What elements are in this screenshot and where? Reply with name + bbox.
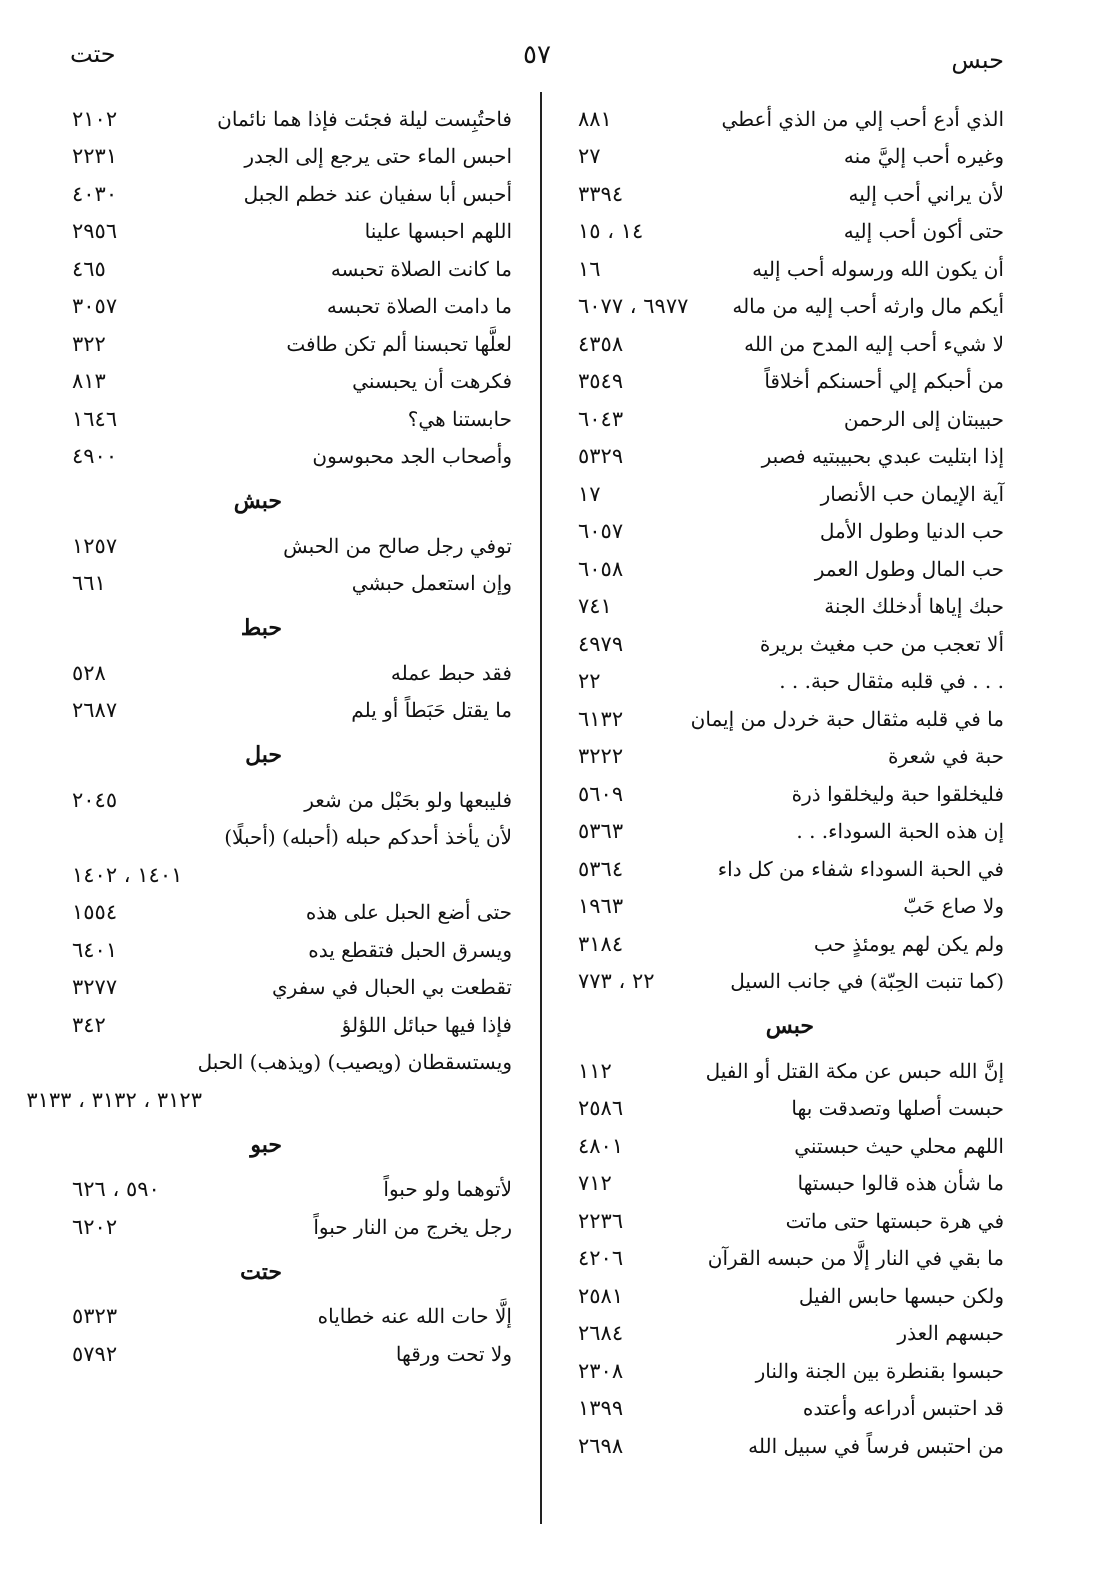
entry-reference: ٣٢٢٢ (578, 744, 624, 769)
entry-reference: ٣٢٧٧ (72, 975, 118, 1000)
index-entry (574, 1390, 1004, 1428)
index-entry (68, 1298, 512, 1336)
entry-text: لأتوهما ولو حبواً (383, 1177, 512, 1202)
index-entry (574, 363, 1004, 401)
entry-text: حبك إياها أدخلك الجنة (824, 594, 1004, 619)
index-entry (574, 175, 1004, 213)
entry-reference: ٤٠٣٠ (72, 181, 118, 206)
entry-reference: ٦٦١ (72, 571, 106, 596)
index-entry (574, 213, 1004, 251)
entry-reference: ٢٦٨٧ (72, 698, 118, 723)
entry-text: إذا ابتليت عبدي بحبيبتيه فصبر (761, 444, 1004, 469)
index-entry (68, 213, 512, 251)
entry-reference: ٥٣٦٤ (578, 856, 624, 881)
entry-reference: ٦٠٤٣ (578, 406, 624, 431)
index-entry (68, 781, 512, 819)
entry-reference: ٢٦٩٨ (578, 1433, 624, 1458)
root-heading: حبل (245, 742, 282, 768)
entry-text: حتى أضع الحبل على هذه (305, 900, 512, 925)
index-entry (68, 175, 512, 213)
entry-reference: ٣٠٥٧ (72, 294, 118, 319)
index-entry (68, 288, 512, 326)
entry-reference: ٢٠٤٥ (72, 787, 118, 812)
entry-text: من أحبكم إلي أحسنكم أخلاقاً (764, 369, 1004, 394)
entry-reference: ٥٢٨ (72, 660, 106, 685)
index-entry (574, 1352, 1004, 1390)
entry-reference: ٤٩٧٩ (578, 631, 624, 656)
entry-reference: ٦٠٥٧ (578, 519, 624, 544)
entry-reference: ٣٢٢ (72, 331, 106, 356)
entry-reference: ١١٢ (578, 1058, 612, 1083)
index-entry (574, 625, 1004, 663)
entry-text: أحبس أبا سفيان عند خطم الجبل (243, 181, 512, 206)
index-entry (574, 438, 1004, 476)
entry-text: لا شيء أحب إليه المدح من الله (744, 331, 1004, 356)
entry-reference: ٢٢ (578, 669, 601, 694)
entry-text: فليخلقوا حبة وليخلقوا ذرة (791, 781, 1004, 806)
entry-text: فاحتُبِست ليلة فجئت فإذا هما نائمان (217, 106, 512, 131)
entry-text: فكرهت أن يحبسني (352, 369, 512, 394)
index-entry (574, 925, 1004, 963)
entry-reference: ٢٢٣٦ (578, 1208, 624, 1233)
page-header (70, 32, 1004, 78)
index-entry (68, 1208, 512, 1246)
index-entry (574, 1202, 1004, 1240)
index-entry (574, 850, 1004, 888)
index-entry (574, 888, 1004, 926)
entry-reference: ٥٣٢٩ (578, 444, 624, 469)
index-entry (574, 663, 1004, 701)
entry-text: حبست أصلها وتصدقت بها (791, 1096, 1004, 1121)
index-entry (574, 1315, 1004, 1353)
entry-reference: ١٥٥٤ (72, 900, 118, 925)
entry-text: حبة في شعرة (888, 744, 1004, 769)
index-entry (68, 692, 512, 730)
entry-reference: ٢٢٣١ (72, 144, 118, 169)
entry-reference: ٤٢٠٦ (578, 1246, 624, 1271)
entry-text: اللهم محلي حيث حبستني (794, 1133, 1004, 1158)
entry-reference: ٤٣٥٨ (578, 331, 624, 356)
entry-reference: ٢٦٨٤ (578, 1321, 624, 1346)
entry-reference: ١٢٥٧ (72, 533, 118, 558)
entry-reference: ٥٧٩٢ (72, 1341, 118, 1366)
index-entry (574, 475, 1004, 513)
index-entry (68, 565, 512, 603)
entry-reference: ٣٣٩٤ (578, 181, 624, 206)
entry-text: لأن يأخذ أحدكم حبله (أحبله) (أحبلًا) (224, 825, 512, 850)
index-entry (574, 513, 1004, 551)
root-heading: حبو (250, 1131, 282, 1158)
entry-text: حابستنا هي؟ (407, 406, 512, 431)
column-divider (540, 92, 542, 1524)
entry-text: الذي أدع أحب إلي من الذي أعطي (721, 106, 1004, 131)
index-entry (574, 550, 1004, 588)
entry-text: فليبعها ولو بحَبْل من شعر (304, 787, 512, 812)
index-entry (68, 819, 512, 857)
entry-reference: ٥٦٠٩ (578, 781, 624, 806)
index-entry (574, 1090, 1004, 1128)
entry-reference: ٦٠٥٨ (578, 556, 624, 581)
entry-text: وأصحاب الجد محبوسون (312, 444, 512, 469)
entry-text: إنَّ الله حبس عن مكة القتل أو الفيل (705, 1058, 1004, 1083)
entry-text: ولم يكن لهم يومئذٍ حب (813, 931, 1004, 956)
entry-text: إن هذه الحبة السوداء. . . (796, 819, 1004, 844)
entry-reference: ٧١٢ (578, 1171, 612, 1196)
entry-text: ما يقتل حَبَطاً أو يلم (351, 698, 512, 723)
entry-text: في هرة حبستها حتى ماتت (785, 1208, 1004, 1233)
entry-reference: ٨٨١ (578, 106, 612, 131)
entry-reference: ١٦٤٦ (72, 406, 118, 431)
entry-reference: ٦٤٠١ (72, 937, 118, 962)
index-entry (574, 1427, 1004, 1465)
entry-text: ولا تحت ورقها (395, 1341, 512, 1366)
index-entry (68, 969, 512, 1007)
entry-reference: ١٩٦٣ (578, 894, 624, 919)
index-entry (68, 438, 512, 476)
entry-reference: ١٣٩٩ (578, 1396, 624, 1421)
entry-reference: ٥٣٦٣ (578, 819, 624, 844)
index-entry (574, 325, 1004, 363)
index-entry (574, 250, 1004, 288)
index-column-right (574, 100, 1004, 1465)
entry-text: توفي رجل صالح من الحبش (283, 533, 512, 558)
entry-text: اللهم احبسها علينا (364, 219, 512, 244)
entry-reference: ٤٨٠١ (578, 1133, 624, 1158)
entry-text: فإذا فيها حبائل اللؤلؤ (341, 1012, 512, 1037)
entry-reference: ٣١٨٤ (578, 931, 624, 956)
root-heading: حبش (233, 488, 282, 514)
entry-text: من احتبس فرساً في سبيل الله (748, 1433, 1004, 1458)
entry-reference: ٢٥٨١ (578, 1283, 624, 1308)
entry-reference: ٦١٣٢ (578, 706, 624, 731)
entry-text: حتى أكون أحب إليه (843, 219, 1004, 244)
index-entry (68, 100, 512, 138)
index-entry (68, 527, 512, 565)
index-entry (574, 700, 1004, 738)
entry-reference: ٤٦٥ (72, 256, 106, 281)
entry-text: ويستسقطان (ويصيب) (ويذهب) الحبل (197, 1050, 512, 1075)
index-entry (574, 100, 1004, 138)
entry-text: ما دامت الصلاة تحبسه (326, 294, 512, 319)
index-entry (68, 654, 512, 692)
entry-reference: ١٤ ، ١٥ (578, 219, 644, 244)
entry-text: تقطعت بي الحبال في سفري (271, 975, 512, 1000)
entry-reference: ١٧ (578, 481, 601, 506)
entry-reference: ٤٩٠٠ (72, 444, 118, 469)
entry-reference: ١٦ (578, 256, 601, 281)
entry-reference: ٣١٢٣ ، ٣١٣٢ ، ٣١٣٣ (26, 1087, 202, 1112)
entry-text: وإن استعمل حبشي (351, 571, 512, 596)
entry-text: لأن يراني أحب إليه (848, 181, 1004, 206)
entry-text: حبسهم العذر (897, 1321, 1004, 1346)
entry-text: قد احتبس أدراعه وأعتده (802, 1396, 1004, 1421)
entry-text: . . . في قلبه مثقال حبة. . . (779, 669, 1004, 694)
entry-text: أيكم مال وارثه أحب إليه من ماله (732, 294, 1004, 319)
page-number: ٥٧ (523, 40, 551, 70)
entry-reference: ٨١٣ (72, 369, 106, 394)
entry-text: في الحبة السوداء شفاء من كل داء (717, 856, 1004, 881)
entry-text: حبيبتان إلى الرحمن (843, 406, 1004, 431)
entry-reference: ٥٩٠ ، ٦٢٦ (72, 1177, 160, 1202)
entry-text: (كما تنبت الحِبّة) في جانب السيل (730, 969, 1004, 994)
index-entry (574, 138, 1004, 176)
index-entry (68, 856, 512, 894)
entry-text: ما كانت الصلاة تحبسه (330, 256, 512, 281)
entry-text: ما في قلبه مثقال حبة خردل من إيمان (690, 706, 1004, 731)
entry-reference: ٢٧ (578, 144, 601, 169)
running-head-left: حتت (70, 40, 116, 68)
entry-text: حب المال وطول العمر (814, 556, 1004, 581)
entry-reference: ٣٥٤٩ (578, 369, 624, 394)
entry-text: ويسرق الحبل فتقطع يده (308, 937, 512, 962)
index-entry (574, 1127, 1004, 1165)
index-entry (68, 138, 512, 176)
index-entry (68, 1171, 512, 1209)
index-entry (574, 1240, 1004, 1278)
entry-reference: ٦٢٠٢ (72, 1214, 118, 1239)
entry-text: حبسوا بقنطرة بين الجنة والنار (755, 1358, 1004, 1383)
entry-text: ولا صاع حَبّ (903, 894, 1004, 919)
index-entry (574, 738, 1004, 776)
entry-reference: ٣٤٢ (72, 1012, 106, 1037)
entry-reference: ٢١٠٢ (72, 106, 118, 131)
index-entry (68, 400, 512, 438)
root-heading: حبط (240, 615, 282, 641)
root-heading: حبس (765, 1013, 814, 1039)
index-entry (68, 1006, 512, 1044)
index-entry (68, 1335, 512, 1373)
entry-text: أن يكون الله ورسوله أحب إليه (752, 256, 1004, 281)
entry-text: احبس الماء حتى يرجع إلى الجدر (244, 144, 512, 169)
index-entry (574, 963, 1004, 1001)
entry-text: ما شأن هذه قالوا حبستها (797, 1171, 1004, 1196)
entry-text: فقد حبط عمله (390, 660, 512, 685)
entry-reference: ٢٥٨٦ (578, 1096, 624, 1121)
entry-text: إلَّا حات الله عنه خطاياه (317, 1304, 512, 1329)
entry-text: رجل يخرج من النار حبواً (313, 1214, 512, 1239)
entry-reference: ٢٢ ، ٧٧٣ (578, 969, 655, 994)
index-entry (574, 813, 1004, 851)
index-entry (574, 588, 1004, 626)
entry-text: ما بقي في النار إلَّا من حبسه القرآن (707, 1246, 1004, 1271)
index-entry (68, 363, 512, 401)
entry-reference: ٢٩٥٦ (72, 219, 118, 244)
index-entry (68, 250, 512, 288)
index-entry (574, 1165, 1004, 1203)
entry-reference: ١٤٠١ ، ١٤٠٢ (72, 862, 183, 887)
entry-text: لعلَّها تحبسنا ألم تكن طافت (286, 331, 512, 356)
entry-text: آية الإيمان حب الأنصار (820, 481, 1004, 506)
index-entry (68, 894, 512, 932)
index-entry (574, 775, 1004, 813)
index-entry (574, 288, 1004, 326)
entry-reference: ٦٩٧٧ ، ٦٠٧٧ (578, 294, 689, 319)
index-entry (574, 1052, 1004, 1090)
entry-reference: ٢٣٠٨ (578, 1358, 624, 1383)
running-head-right: حبس (951, 46, 1004, 74)
root-heading: حتت (240, 1258, 282, 1285)
index-entry (574, 400, 1004, 438)
index-entry (574, 1277, 1004, 1315)
index-entry (26, 1081, 512, 1119)
entry-text: حب الدنيا وطول الأمل (819, 519, 1004, 544)
entry-text: وغيره أحب إليَّ منه (843, 144, 1004, 169)
index-entry (68, 1044, 512, 1082)
entry-reference: ٧٤١ (578, 594, 612, 619)
entry-text: ألا تعجب من حب مغيث بريرة (759, 631, 1004, 656)
index-entry (68, 931, 512, 969)
entry-reference: ٥٣٢٣ (72, 1304, 118, 1329)
entry-text: ولكن حبسها حابس الفيل (798, 1283, 1004, 1308)
index-entry (68, 325, 512, 363)
index-column-left (26, 100, 512, 1373)
